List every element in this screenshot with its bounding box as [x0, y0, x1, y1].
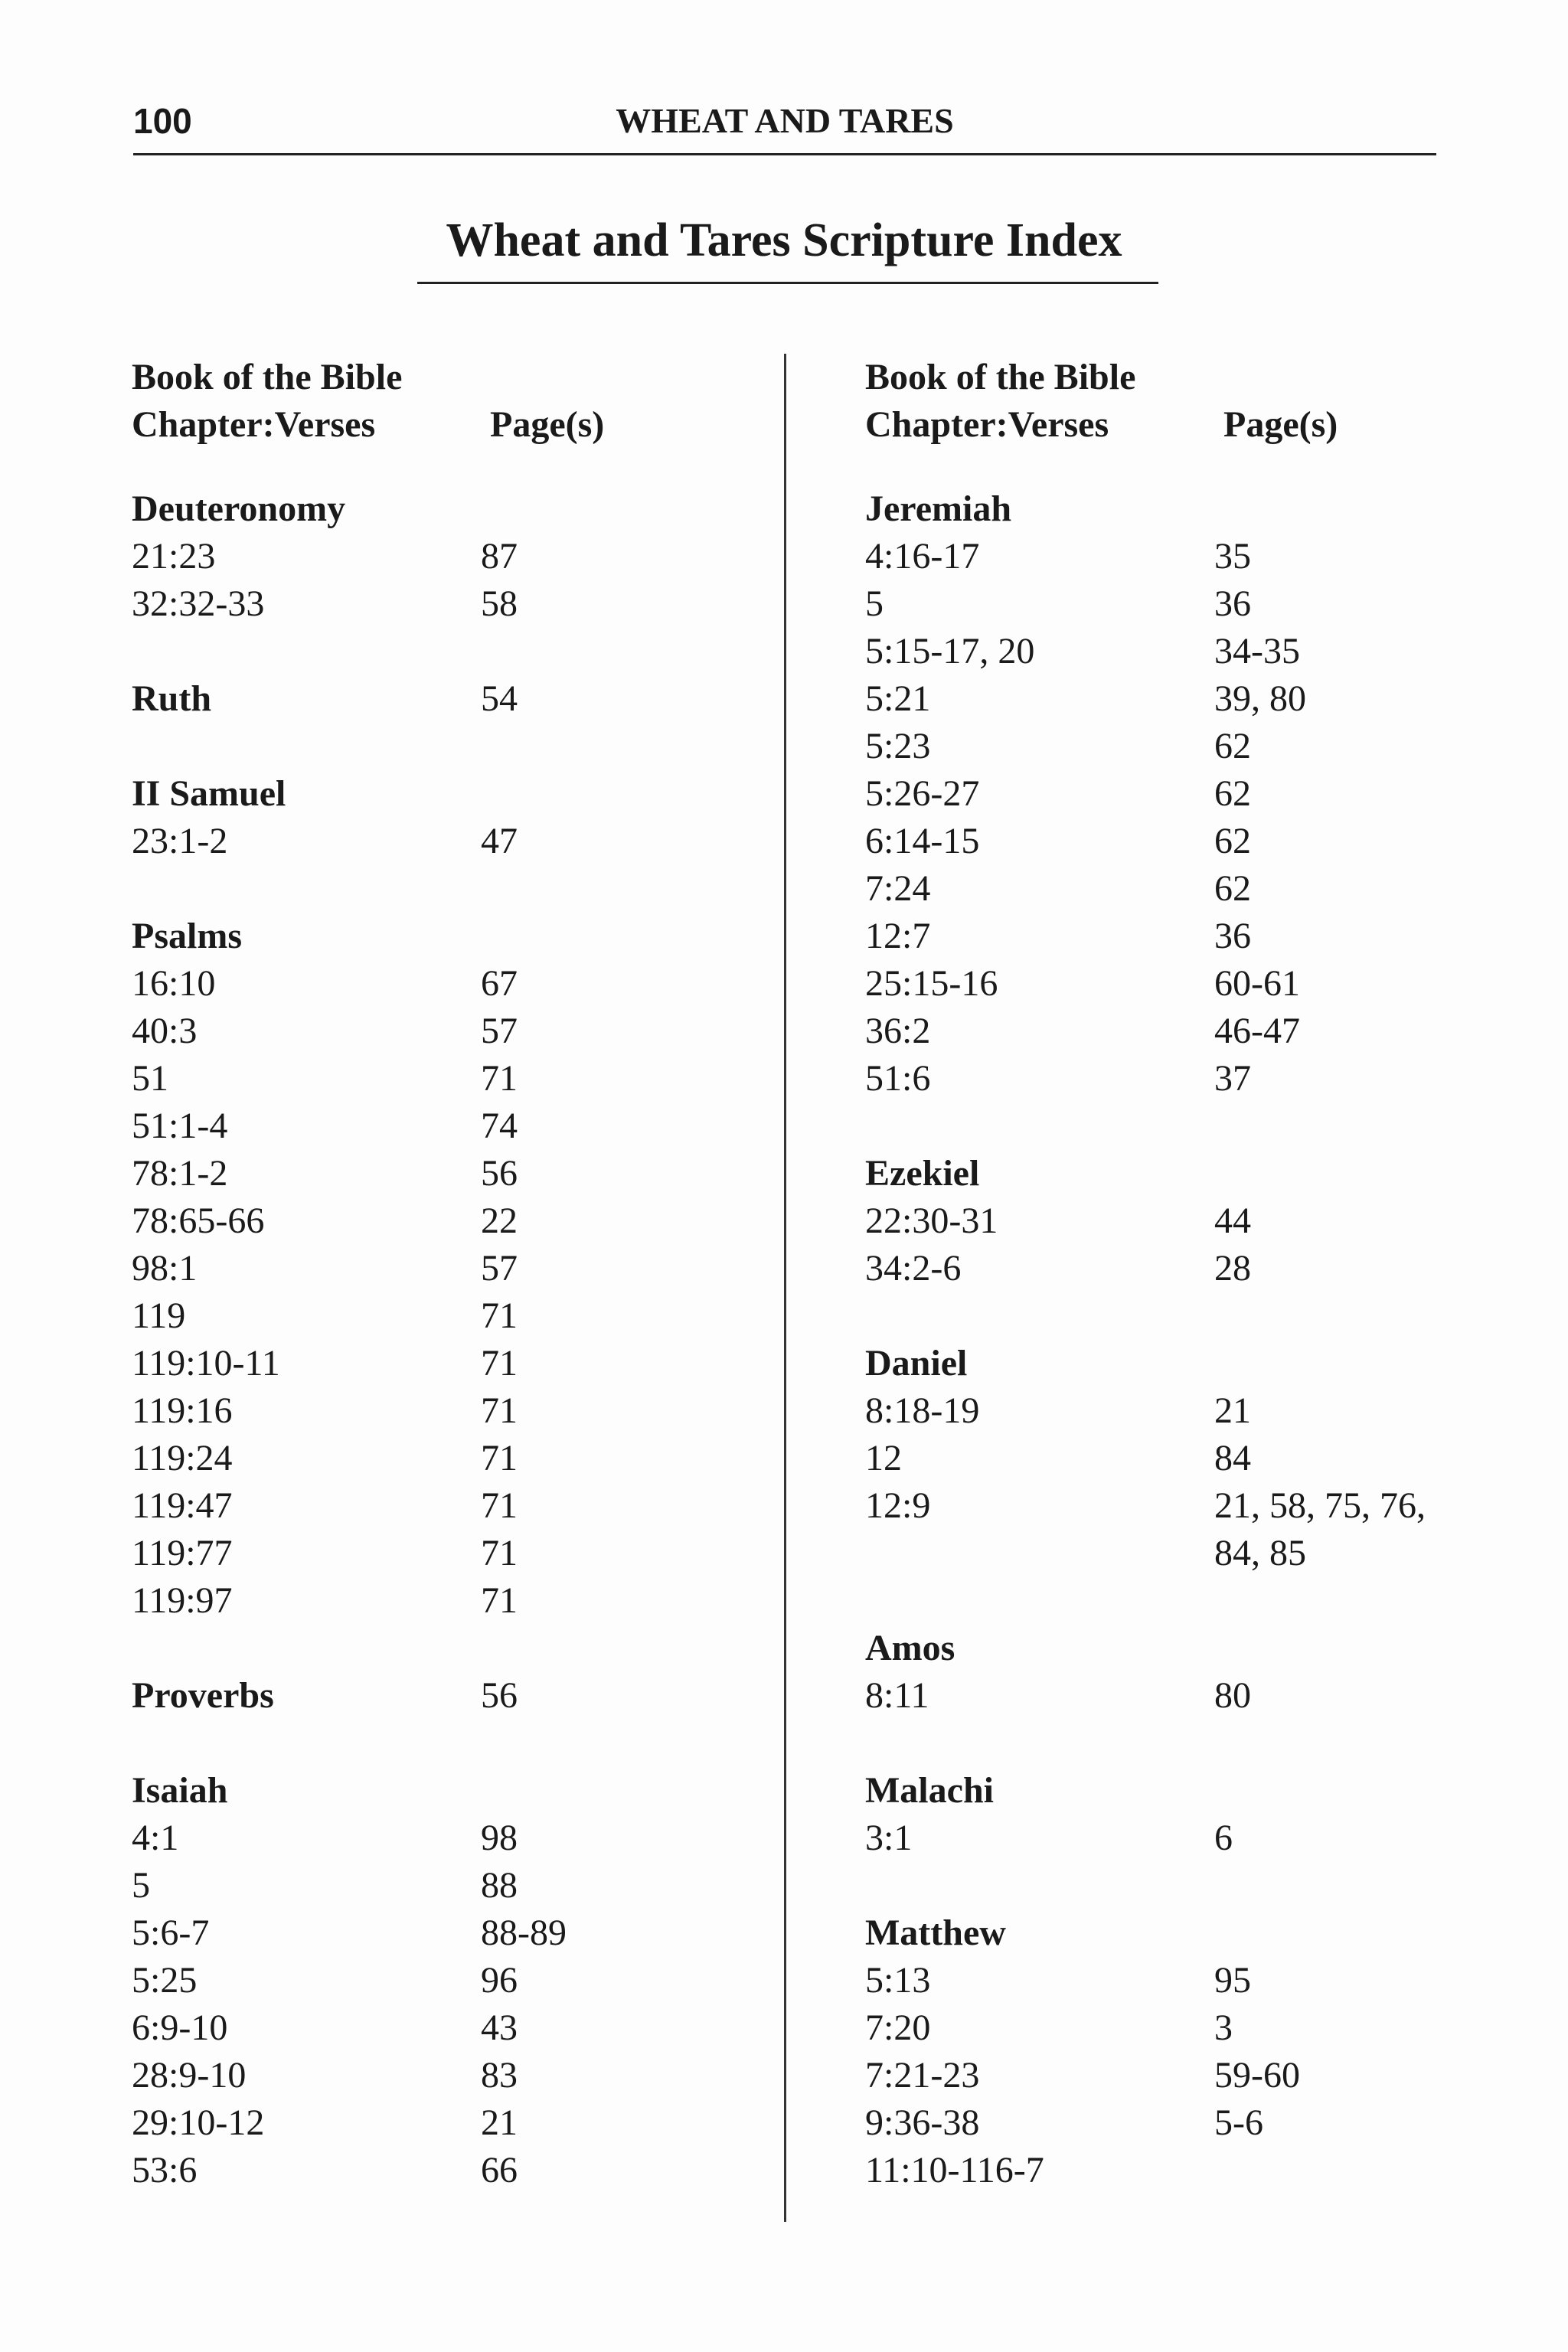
index-entry: [132, 1387, 698, 1435]
page-reference: 59-60: [1214, 2055, 1300, 2096]
page-reference: 37: [1214, 1058, 1251, 1099]
verse-reference: 3:1: [865, 1818, 913, 1858]
page-number: 100: [133, 101, 192, 141]
index-entry: [865, 2099, 1432, 2147]
index-entry: [865, 1197, 1432, 1245]
verse-reference: 5:25: [132, 1960, 198, 2001]
index-entry: [865, 1008, 1432, 1055]
page-reference: 71: [481, 1390, 518, 1431]
heading-pages: Page(s): [490, 404, 605, 445]
verse-reference: 119:10-11: [132, 1343, 280, 1383]
verse-reference: 98:1: [132, 1248, 198, 1289]
book-name: Ezekiel: [865, 1153, 980, 1194]
page-reference: 88: [481, 1865, 518, 1906]
verse-reference: 23:1-2: [132, 821, 228, 861]
index-entry: [865, 675, 1432, 723]
index-entry: [865, 1672, 1432, 1720]
page-reference: 28: [1214, 1248, 1251, 1289]
book-name: II Samuel: [132, 773, 286, 814]
index-entry: [132, 1340, 698, 1387]
page-reference: 71: [481, 1533, 518, 1573]
book-name: Isaiah: [132, 1770, 228, 1811]
verse-reference: 25:15-16: [865, 963, 998, 1004]
index-entry: [865, 818, 1432, 865]
book-name-row: [865, 1340, 1432, 1387]
page-reference: 71: [481, 1485, 518, 1526]
page-reference: 71: [481, 1058, 518, 1099]
page-reference: 58: [481, 583, 518, 624]
verse-reference: 12:7: [865, 916, 931, 956]
book-name-row: [132, 1672, 698, 1720]
page-reference: 35: [1214, 536, 1251, 577]
heading-book: Book of the Bible: [132, 357, 403, 397]
book-section: [132, 1767, 698, 2194]
index-entry: [865, 1815, 1432, 1862]
index-entry: [865, 770, 1432, 818]
book-name-row: [865, 485, 1432, 533]
index-entry: [132, 1909, 698, 1957]
verse-reference: 7:24: [865, 868, 931, 909]
index-entry: [865, 628, 1432, 675]
verse-reference: 53:6: [132, 2150, 198, 2190]
verse-reference: 5:23: [865, 726, 931, 766]
heading-chapter-verses: Chapter:Verses: [865, 404, 1109, 445]
book-name: Malachi: [865, 1770, 994, 1811]
page-reference: 95: [1214, 1960, 1251, 2001]
index-entry: [132, 818, 698, 865]
index-entry: [132, 1008, 698, 1055]
book-name-row: [865, 1909, 1432, 1957]
page-reference: 83: [481, 2055, 518, 2096]
right-column: [865, 354, 1432, 2194]
page-reference: 71: [481, 1438, 518, 1478]
page-reference: 57: [481, 1248, 518, 1289]
verse-reference: 5:6-7: [132, 1913, 210, 1953]
book-name: Deuteronomy: [132, 488, 346, 529]
book-section: [865, 1625, 1432, 1720]
index-title: Wheat and Tares Scripture Index: [446, 214, 1122, 266]
page-reference: 87: [481, 536, 518, 577]
book-name: Psalms: [132, 916, 242, 956]
book-name: Amos: [865, 1628, 956, 1668]
book-name-row: [865, 1767, 1432, 1815]
book-name: Matthew: [865, 1913, 1006, 1953]
verse-reference: 4:1: [132, 1818, 179, 1858]
page-reference: 62: [1214, 821, 1251, 861]
book-name-row: [132, 913, 698, 960]
index-entry: [865, 2004, 1432, 2052]
verse-reference: 119:77: [132, 1533, 233, 1573]
page-reference: 43: [481, 2007, 518, 2048]
verse-reference: 12: [865, 1438, 902, 1478]
verse-reference: 36:2: [865, 1011, 931, 1051]
verse-reference: 12:9: [865, 1485, 931, 1526]
verse-reference: 5:13: [865, 1960, 931, 2001]
column-divider: [784, 354, 786, 2222]
book-section: [865, 1909, 1432, 2194]
verse-reference: 29:10-12: [132, 2102, 265, 2143]
verse-reference: 51:6: [865, 1058, 931, 1099]
page-reference: 56: [481, 1153, 518, 1194]
verse-reference: 5:26-27: [865, 773, 980, 814]
index-entry: [865, 1387, 1432, 1435]
page-reference: 3: [1214, 2007, 1233, 2048]
verse-reference: 78:65-66: [132, 1200, 265, 1241]
index-entry: [865, 865, 1432, 913]
verse-reference: 5: [132, 1865, 150, 1906]
left-index-list: [132, 485, 698, 2194]
index-entry: [132, 1530, 698, 1577]
verse-reference: 32:32-33: [132, 583, 265, 624]
verse-reference: 51: [132, 1058, 168, 1099]
page-reference: 5-6: [1214, 2102, 1263, 2143]
index-entry: [132, 1482, 698, 1530]
index-entry: [132, 1815, 698, 1862]
verse-reference: 28:9-10: [132, 2055, 247, 2096]
index-entry: [132, 960, 698, 1008]
heading-chapter-verses: Chapter:Verses: [132, 404, 376, 445]
verse-reference: 9:36-38: [865, 2102, 980, 2143]
verse-reference: 119:97: [132, 1580, 233, 1621]
index-entry: [865, 2052, 1432, 2099]
index-entry: [865, 913, 1432, 960]
verse-reference: 5:21: [865, 678, 931, 719]
page-reference: 22: [481, 1200, 518, 1241]
index-entry: [865, 723, 1432, 770]
index-entry: [132, 580, 698, 628]
page-reference: 62: [1214, 868, 1251, 909]
index-entry: [132, 1292, 698, 1340]
index-entry: [132, 1957, 698, 2004]
verse-reference: 21:23: [132, 536, 216, 577]
index-entry: [132, 2099, 698, 2147]
heading-book: Book of the Bible: [865, 357, 1136, 397]
index-entry: [865, 1055, 1432, 1102]
page-reference: 34-35: [1214, 631, 1300, 671]
index-entry: [132, 1197, 698, 1245]
book-name: Proverbs: [132, 1675, 274, 1716]
page-reference: 39, 80: [1214, 678, 1306, 719]
index-entry: [132, 1102, 698, 1150]
page-reference: 84: [1214, 1438, 1251, 1478]
index-entry: [132, 1435, 698, 1482]
verse-reference: 5:15-17, 20: [865, 631, 1035, 671]
book-name-row: [132, 770, 698, 818]
verse-reference: 119:16: [132, 1390, 233, 1431]
page-reference: 21: [1214, 1390, 1251, 1431]
page-reference: 98: [481, 1818, 518, 1858]
index-entry: [132, 1150, 698, 1197]
verse-reference: 6:9-10: [132, 2007, 228, 2048]
index-entry: [865, 580, 1432, 628]
verse-reference: 40:3: [132, 1011, 198, 1051]
verse-reference: 4:16-17: [865, 536, 980, 577]
index-entry: [865, 1957, 1432, 2004]
book-pages: 54: [481, 678, 518, 719]
page-reference: 47: [481, 821, 518, 861]
verse-reference: 34:2-6: [865, 1248, 962, 1289]
index-entry: [865, 1435, 1432, 1482]
verse-reference: 6:14-15: [865, 821, 980, 861]
verse-reference: 8:18-19: [865, 1390, 980, 1431]
book-name-row: [132, 675, 698, 723]
verse-reference: 51:1-4: [132, 1106, 228, 1146]
book-name-row: [132, 485, 698, 533]
page-reference: 60-61: [1214, 963, 1300, 1004]
verse-reference: 5: [865, 583, 884, 624]
book-name: Jeremiah: [865, 488, 1012, 529]
page-reference: 36: [1214, 583, 1251, 624]
page-reference: 74: [481, 1106, 518, 1146]
index-entry: [132, 533, 698, 580]
index-entry: [132, 2052, 698, 2099]
index-entry: [132, 1577, 698, 1625]
book-section: [865, 1767, 1432, 1862]
book-section: [132, 675, 698, 723]
heading-pages: Page(s): [1223, 404, 1338, 445]
book-section: [132, 770, 698, 865]
page-reference: 44: [1214, 1200, 1251, 1241]
index-entry: [865, 1245, 1432, 1292]
page-reference: 21: [481, 2102, 518, 2143]
verse-reference: 7:20: [865, 2007, 931, 2048]
page-reference: 88-89: [481, 1913, 567, 1953]
page-reference: 71: [481, 1343, 518, 1383]
left-column: [132, 354, 698, 2194]
index-entry: [865, 533, 1432, 580]
column-heading: [865, 354, 1432, 485]
verse-reference: 7:21-23: [865, 2055, 980, 2096]
verse-reference: 119: [132, 1295, 186, 1336]
book-name-row: [132, 1767, 698, 1815]
index-entry: [865, 1482, 1432, 1577]
book-name: Daniel: [865, 1343, 968, 1383]
page-reference: 6: [1214, 1818, 1233, 1858]
book-section: [865, 485, 1432, 1102]
book-section: [132, 485, 698, 628]
book-name: Ruth: [132, 678, 212, 719]
running-title: WHEAT AND TARES: [616, 101, 954, 140]
index-entry: [865, 2147, 1432, 2194]
page-reference: 80: [1214, 1675, 1251, 1716]
book-section: [865, 1340, 1432, 1577]
verse-reference: 119:47: [132, 1485, 233, 1526]
page-reference: 71: [481, 1295, 518, 1336]
page-reference: 21, 58, 75, 76, 84, 85: [1214, 1485, 1426, 1573]
page-reference: 57: [481, 1011, 518, 1051]
page-reference: 67: [481, 963, 518, 1004]
book-section: [865, 1150, 1432, 1292]
book-section: [132, 1672, 698, 1720]
index-entry: [132, 2004, 698, 2052]
page-reference: 62: [1214, 773, 1251, 814]
page-reference: 62: [1214, 726, 1251, 766]
page-reference: 71: [481, 1580, 518, 1621]
book-pages: 56: [481, 1675, 518, 1716]
verse-reference: 16:10: [132, 963, 216, 1004]
index-entry: [132, 1055, 698, 1102]
page-reference: 66: [481, 2150, 518, 2190]
column-heading: [132, 354, 698, 485]
verse-reference: 119:24: [132, 1438, 233, 1478]
index-entry: [132, 2147, 698, 2194]
page-reference: 46-47: [1214, 1011, 1300, 1051]
verse-reference: 78:1-2: [132, 1153, 228, 1194]
verse-reference: 22:30-31: [865, 1200, 998, 1241]
verse-reference: 8:11: [865, 1675, 929, 1716]
right-index-list: [865, 485, 1432, 2194]
book-name-row: [865, 1625, 1432, 1672]
page-reference: 36: [1214, 916, 1251, 956]
title-underline: [417, 282, 1158, 284]
verse-reference: 11:10-116-7: [865, 2150, 1044, 2190]
book-section: [132, 913, 698, 1625]
index-entry: [865, 960, 1432, 1008]
page-reference: 96: [481, 1960, 518, 2001]
page-header: [133, 98, 1436, 155]
index-entry: [132, 1862, 698, 1909]
index-entry: [132, 1245, 698, 1292]
book-name-row: [865, 1150, 1432, 1197]
